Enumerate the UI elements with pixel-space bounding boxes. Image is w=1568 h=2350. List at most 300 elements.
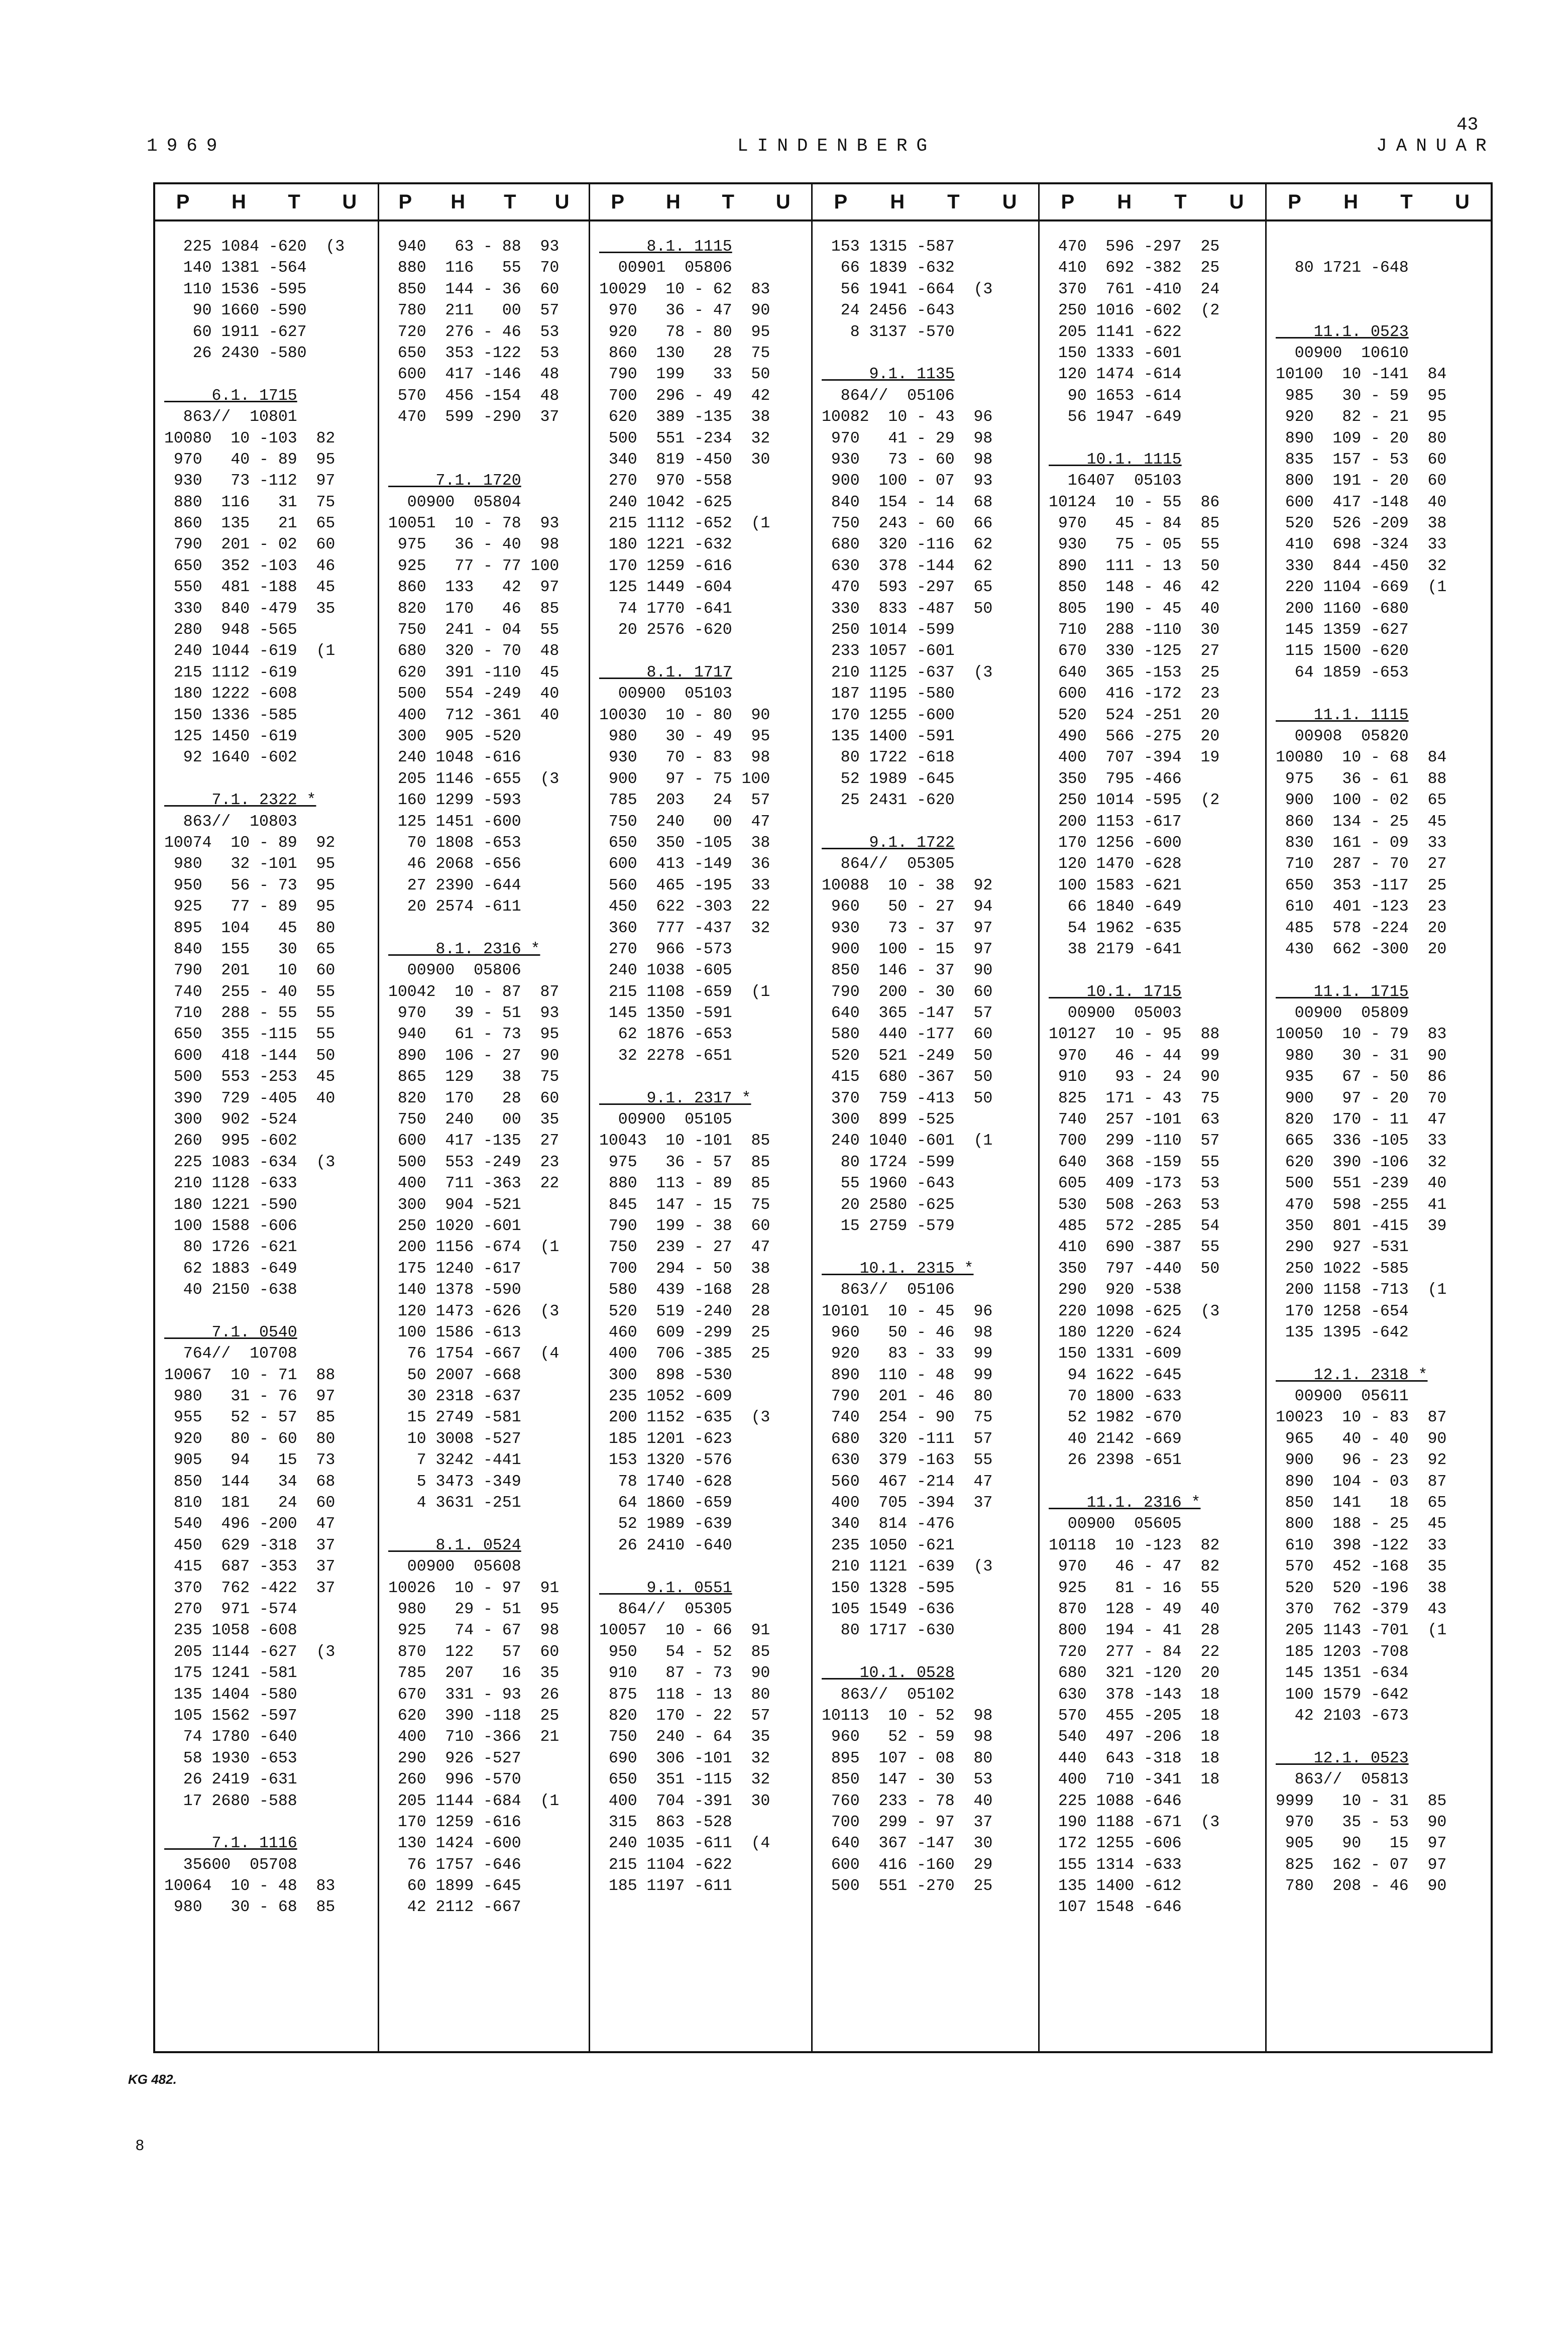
table-row: 110 1536 -595 [164, 280, 307, 298]
table-row: 70 1800 -633 [1049, 1388, 1182, 1406]
table-row: 500 553 -253 45 [164, 1068, 335, 1086]
table-row: 850 147 - 30 53 [822, 1771, 993, 1789]
table-row: 170 1256 -600 [1049, 834, 1182, 852]
column-entries [155, 221, 378, 1919]
table-row: 340 814 -476 [822, 1515, 955, 1533]
table-row: 930 73 -112 97 [164, 472, 335, 490]
table-row: 650 351 -115 32 [599, 1771, 770, 1789]
table-row: 980 32 -101 95 [164, 855, 335, 873]
table-row: 820 170 - 11 47 [1276, 1111, 1447, 1129]
table-row: 74 1780 -640 [164, 1728, 297, 1746]
table-row: 863// 05106 [822, 1281, 955, 1299]
table-column [379, 184, 590, 2051]
table-row: 400 710 -366 21 [388, 1728, 559, 1746]
header-h: H [1343, 190, 1358, 213]
table-row: 50 2007 -668 [388, 1366, 521, 1384]
table-row: 52 1989 -639 [599, 1515, 732, 1533]
table-row: 925 81 - 16 55 [1049, 1579, 1220, 1597]
table-row: 150 1336 -585 [164, 706, 297, 724]
table-row: 56 1947 -649 [1049, 408, 1182, 426]
table-row: 910 93 - 24 90 [1049, 1068, 1220, 1086]
table-row: 750 240 00 47 [599, 813, 770, 831]
table-row: 700 299 - 97 37 [822, 1813, 993, 1831]
table-row: 780 211 00 57 [388, 302, 559, 320]
table-row: 430 662 -300 20 [1276, 940, 1447, 958]
table-row [599, 1067, 811, 1088]
table-row: 900 96 - 23 92 [1276, 1451, 1447, 1470]
table-row: 10088 10 - 38 92 [822, 876, 993, 894]
table-row: 185 1203 -708 [1276, 1643, 1409, 1661]
table-row: 610 398 -122 33 [1276, 1536, 1447, 1554]
table-row: 125 1449 -604 [599, 579, 732, 597]
table-row: 350 795 -466 [1049, 770, 1182, 788]
header-p: P [1288, 190, 1301, 213]
table-row: 135 1400 -612 [1049, 1877, 1182, 1895]
table-row: 790 201 - 02 60 [164, 536, 335, 554]
sounding-heading: 8.1. 0524 [388, 1536, 521, 1554]
table-row: 800 188 - 25 45 [1276, 1515, 1447, 1533]
table-row: 80 1721 -648 [1276, 259, 1409, 277]
table-row: 240 1048 -616 [388, 749, 521, 767]
table-row: 250 1014 -595 (2 [1049, 792, 1220, 810]
table-row: 7 3242 -441 [388, 1451, 521, 1470]
table-row: 200 1160 -680 [1276, 600, 1409, 618]
table-row: 530 508 -263 53 [1049, 1196, 1220, 1214]
table-column [590, 184, 813, 2051]
table-row: 600 417 -148 40 [1276, 493, 1447, 511]
table-row: 570 456 -154 48 [388, 387, 559, 405]
table-row: 76 1757 -646 [388, 1856, 521, 1874]
column-entries [813, 221, 1038, 1897]
table-row: 80 1726 -621 [164, 1239, 297, 1257]
table-row: 680 321 -120 20 [1049, 1664, 1220, 1683]
table-row: 500 551 -239 40 [1276, 1175, 1447, 1193]
table-row: 10100 10 -141 84 [1276, 366, 1447, 384]
table-row: 220 1098 -625 (3 [1049, 1302, 1220, 1320]
table-row: 900 100 - 15 97 [822, 940, 993, 958]
table-row: 00900 05804 [388, 493, 521, 511]
table-row: 400 711 -363 22 [388, 1175, 559, 1193]
table-row: 790 199 33 50 [599, 366, 770, 384]
table-row: 260 996 -570 [388, 1771, 521, 1789]
table-row: 58 1930 -653 [164, 1749, 297, 1767]
table-row [1276, 1727, 1491, 1748]
table-row: 205 1144 -684 (1 [388, 1792, 559, 1810]
table-row: 38 2179 -641 [1049, 940, 1182, 958]
table-row: 845 147 - 15 75 [599, 1196, 770, 1214]
table-row [164, 1812, 378, 1833]
table-row: 864// 05305 [599, 1601, 732, 1618]
table-row: 10074 10 - 89 92 [164, 834, 335, 852]
table-row: 74 1770 -641 [599, 600, 732, 618]
table-row: 205 1143 -701 (1 [1276, 1622, 1447, 1640]
table-row: 120 1473 -626 (3 [388, 1302, 559, 1320]
table-row: 400 712 -361 40 [388, 706, 559, 724]
table-row: 520 526 -209 38 [1276, 515, 1447, 533]
sounding-heading: 11.1. 1115 [1276, 706, 1409, 724]
table-row: 680 320 - 70 48 [388, 642, 559, 660]
table-row: 5 3473 -349 [388, 1473, 521, 1491]
table-row: 10101 10 - 45 96 [822, 1302, 993, 1320]
table-row: 720 276 - 46 53 [388, 323, 559, 341]
table-row: 00900 05605 [1049, 1515, 1182, 1533]
table-row: 410 692 -382 25 [1049, 259, 1220, 277]
table-row: 170 1255 -600 [822, 706, 955, 724]
table-row: 10026 10 - 97 91 [388, 1579, 559, 1597]
table-row: 270 971 -574 [164, 1601, 297, 1618]
table-row: 00900 10610 [1276, 344, 1409, 362]
table-row [1049, 1472, 1265, 1493]
table-row: 450 622 -303 22 [599, 898, 770, 916]
table-row: 895 104 45 80 [164, 919, 335, 937]
table-row: 105 1562 -597 [164, 1707, 297, 1725]
table-row: 170 1258 -654 [1276, 1302, 1409, 1320]
table-row: 620 390 -106 32 [1276, 1153, 1447, 1171]
table-row: 145 1350 -591 [599, 1004, 732, 1023]
table-row: 970 46 - 44 99 [1049, 1047, 1220, 1065]
table-row: 100 1586 -613 [388, 1323, 521, 1341]
table-row: 27 2390 -644 [388, 876, 521, 894]
table-row: 500 554 -249 40 [388, 685, 559, 703]
table-row: 175 1240 -617 [388, 1260, 521, 1278]
table-row: 55 1960 -643 [822, 1175, 955, 1193]
table-row: 187 1195 -580 [822, 685, 955, 703]
table-row: 825 162 - 07 97 [1276, 1856, 1447, 1874]
table-row: 240 1044 -619 (1 [164, 642, 335, 660]
header-station: LINDENBERG [737, 136, 937, 156]
table-row: 225 1083 -634 (3 [164, 1153, 335, 1171]
table-row: 90 1660 -590 [164, 302, 307, 320]
table-column [1267, 184, 1491, 2051]
table-row: 400 710 -341 18 [1049, 1771, 1220, 1789]
table-row: 300 904 -521 [388, 1196, 521, 1214]
table-row: 960 50 - 46 98 [822, 1323, 993, 1341]
table-row: 233 1057 -601 [822, 642, 955, 660]
table-row: 630 378 -143 18 [1049, 1686, 1220, 1704]
table-row: 750 240 - 64 35 [599, 1728, 770, 1746]
table-row: 26 2410 -640 [599, 1536, 732, 1554]
table-row: 135 1404 -580 [164, 1686, 297, 1704]
column-header [155, 184, 378, 221]
table-row: 840 154 - 14 68 [822, 493, 993, 511]
table-row: 330 833 -487 50 [822, 600, 993, 618]
table-row: 790 199 - 38 60 [599, 1217, 770, 1235]
table-row: 390 729 -405 40 [164, 1089, 335, 1107]
table-row: 560 465 -195 33 [599, 876, 770, 894]
table-row: 540 497 -206 18 [1049, 1728, 1220, 1746]
header-u: U [1229, 190, 1244, 213]
table-row: 485 578 -224 20 [1276, 919, 1447, 937]
table-row: 153 1320 -576 [599, 1451, 732, 1470]
table-row: 185 1201 -623 [599, 1430, 732, 1448]
table-row: 470 596 -297 25 [1049, 238, 1220, 256]
table-row: 145 1359 -627 [1276, 621, 1409, 639]
table-row: 80 1722 -618 [822, 749, 955, 767]
table-row: 790 201 10 60 [164, 962, 335, 980]
table-row: 15 2759 -579 [822, 1217, 955, 1235]
header-t: T [288, 190, 300, 213]
sounding-heading: 9.1. 0551 [599, 1579, 732, 1597]
table-row: 330 844 -450 32 [1276, 557, 1447, 575]
table-row: 10080 10 -103 82 [164, 429, 335, 447]
table-row [164, 769, 378, 790]
table-row: 62 1876 -653 [599, 1026, 732, 1044]
table-row: 895 107 - 08 80 [822, 1749, 993, 1767]
table-row: 220 1104 -669 (1 [1276, 579, 1447, 597]
table-row: 600 416 -160 29 [822, 1856, 993, 1874]
table-row [1276, 960, 1491, 981]
table-row: 670 330 -125 27 [1049, 642, 1220, 660]
table-row: 965 40 - 40 90 [1276, 1430, 1447, 1448]
table-row: 800 191 - 20 60 [1276, 472, 1447, 490]
table-row: 135 1395 -642 [1276, 1323, 1409, 1341]
table-row: 750 243 - 60 66 [822, 515, 993, 533]
table-row: 740 254 - 90 75 [822, 1409, 993, 1427]
table-row: 980 30 - 68 85 [164, 1898, 335, 1917]
table-row: 863// 10803 [164, 813, 297, 831]
header-p: P [1061, 190, 1075, 213]
table-row: 910 87 - 73 90 [599, 1664, 770, 1683]
table-row: 150 1331 -609 [1049, 1345, 1182, 1363]
table-row: 215 1104 -622 [599, 1856, 732, 1874]
table-row: 935 67 - 50 86 [1276, 1068, 1447, 1086]
table-row: 64 1859 -653 [1276, 663, 1409, 682]
table-row: 10051 10 - 78 93 [388, 515, 559, 533]
table-row: 235 1058 -608 [164, 1622, 297, 1640]
column-header [379, 184, 589, 221]
column-header [590, 184, 811, 221]
table-row: 10082 10 - 43 96 [822, 408, 993, 426]
table-row: 00900 05103 [599, 685, 732, 703]
table-row: 120 1470 -628 [1049, 855, 1182, 873]
table-row: 62 1883 -649 [164, 1260, 297, 1278]
table-row: 600 417 -135 27 [388, 1132, 559, 1150]
table-row: 10057 10 - 66 91 [599, 1622, 770, 1640]
table-row: 290 927 -531 [1276, 1239, 1409, 1257]
table-row: 10064 10 - 48 83 [164, 1877, 335, 1895]
header-h: H [451, 190, 466, 213]
column-entries [379, 221, 589, 1919]
table-column [813, 184, 1040, 2051]
table-row: 640 365 -147 57 [822, 1004, 993, 1023]
table-row: 700 299 -110 57 [1049, 1132, 1220, 1150]
table-row: 820 170 28 60 [388, 1089, 559, 1107]
table-row: 120 1474 -614 [1049, 366, 1182, 384]
table-row: 215 1112 -652 (1 [599, 515, 770, 533]
table-row: 860 133 42 97 [388, 579, 559, 597]
table-row: 205 1141 -622 [1049, 323, 1182, 341]
table-row: 850 148 - 46 42 [1049, 579, 1220, 597]
table-row: 650 350 -105 38 [599, 834, 770, 852]
column-entries [1040, 221, 1265, 1919]
table-row [1276, 300, 1491, 321]
table-row: 980 30 - 49 95 [599, 727, 770, 745]
table-row: 460 609 -299 25 [599, 1323, 770, 1341]
table-row: 10118 10 -123 82 [1049, 1536, 1220, 1554]
table-row: 640 367 -147 30 [822, 1835, 993, 1853]
header-p: P [834, 190, 848, 213]
table-row: 970 46 - 47 82 [1049, 1558, 1220, 1576]
table-row [822, 812, 1038, 833]
table-row: 64 1860 -659 [599, 1494, 732, 1512]
table-row: 400 705 -394 37 [822, 1494, 993, 1512]
table-row: 00900 05809 [1276, 1004, 1409, 1023]
table-row: 950 56 - 73 95 [164, 876, 335, 894]
table-row: 825 171 - 43 75 [1049, 1089, 1220, 1107]
table-row: 600 413 -149 36 [599, 855, 770, 873]
table-row: 54 1962 -635 [1049, 919, 1182, 937]
sounding-heading: 10.1. 1715 [1049, 983, 1182, 1001]
table-row: 630 379 -163 55 [822, 1451, 993, 1470]
table-row: 450 629 -318 37 [164, 1536, 335, 1554]
table-row: 00900 05611 [1276, 1388, 1409, 1406]
sounding-heading: 7.1. 0540 [164, 1323, 297, 1341]
table-row: 40 2142 -669 [1049, 1430, 1182, 1448]
table-row: 185 1197 -611 [599, 1877, 732, 1895]
table-row: 107 1548 -646 [1049, 1898, 1182, 1917]
table-row: 250 1022 -585 [1276, 1260, 1409, 1278]
table-row: 890 110 - 48 99 [822, 1366, 993, 1384]
table-row [388, 428, 589, 450]
table-row: 863// 05813 [1276, 1771, 1409, 1789]
table-row: 200 1152 -635 (3 [599, 1409, 770, 1427]
table-row: 350 797 -440 50 [1049, 1260, 1220, 1278]
table-row: 850 144 34 68 [164, 1473, 335, 1491]
table-row: 805 190 - 45 40 [1049, 600, 1220, 618]
table-row: 955 52 - 57 85 [164, 1409, 335, 1427]
table-row: 880 116 55 70 [388, 259, 559, 277]
table-row: 520 521 -249 50 [822, 1047, 993, 1065]
table-row: 925 74 - 67 98 [388, 1622, 559, 1640]
table-row: 290 920 -538 [1049, 1281, 1182, 1299]
table-row: 125 1450 -619 [164, 727, 297, 745]
table-row: 10 3008 -527 [388, 1430, 521, 1448]
page-number: 43 [1457, 115, 1479, 135]
table-row: 680 320 -111 57 [822, 1430, 993, 1448]
table-row: 105 1549 -636 [822, 1601, 955, 1618]
header-t: T [504, 190, 516, 213]
table-row: 980 30 - 31 90 [1276, 1047, 1447, 1065]
table-row: 115 1500 -620 [1276, 642, 1409, 660]
table-row: 470 599 -290 37 [388, 408, 559, 426]
table-row: 810 181 24 60 [164, 1494, 335, 1512]
table-row: 975 36 - 61 88 [1276, 770, 1447, 788]
table-row: 470 593 -297 65 [822, 579, 993, 597]
table-row: 170 1259 -616 [599, 557, 732, 575]
table-row [822, 1237, 1038, 1258]
table-row: 925 77 - 89 95 [164, 898, 335, 916]
table-row: 520 519 -240 28 [599, 1302, 770, 1320]
table-row: 920 82 - 21 95 [1276, 408, 1447, 426]
table-row: 300 899 -525 [822, 1111, 955, 1129]
table-row: 950 54 - 52 85 [599, 1643, 770, 1661]
table-row: 785 207 16 35 [388, 1664, 559, 1683]
sounding-heading: 9.1. 2317 * [599, 1089, 751, 1107]
table-row: 820 170 - 22 57 [599, 1707, 770, 1725]
table-row: 490 566 -275 20 [1049, 727, 1220, 745]
table-row: 870 128 - 49 40 [1049, 1601, 1220, 1618]
table-row: 60 1911 -627 [164, 323, 307, 341]
table-row: 20 2576 -620 [599, 621, 732, 639]
table-row: 10043 10 -101 85 [599, 1132, 770, 1150]
table-row: 00900 05806 [388, 962, 521, 980]
table-row: 260 995 -602 [164, 1132, 297, 1150]
table-row: 980 31 - 76 97 [164, 1388, 335, 1406]
table-row: 240 1040 -601 (1 [822, 1132, 993, 1150]
header-t: T [947, 190, 960, 213]
table-row: 890 106 - 27 90 [388, 1047, 559, 1065]
header-h: H [231, 190, 246, 213]
table-row: 300 902 -524 [164, 1111, 297, 1129]
table-row: 960 50 - 27 94 [822, 898, 993, 916]
footer-mark: 8 [136, 2137, 144, 2154]
table-row: 905 90 15 97 [1276, 1835, 1447, 1853]
table-row: 100 1588 -606 [164, 1217, 297, 1235]
table-row: 40 2150 -638 [164, 1281, 297, 1299]
header-h: H [665, 190, 681, 213]
table-row: 970 36 - 47 90 [599, 302, 770, 320]
table-row: 500 551 -234 32 [599, 429, 770, 447]
table-column [1040, 184, 1267, 2051]
table-row: 920 78 - 80 95 [599, 323, 770, 341]
table-row: 400 704 -391 30 [599, 1792, 770, 1810]
table-row: 210 1125 -637 (3 [822, 663, 993, 682]
table-row: 150 1328 -595 [822, 1579, 955, 1597]
table-row: 863// 05102 [822, 1686, 955, 1704]
table-row: 250 1020 -601 [388, 1217, 521, 1235]
table-row [822, 1642, 1038, 1663]
table-row [1276, 1344, 1491, 1365]
table-row: 790 201 - 46 80 [822, 1388, 993, 1406]
table-row: 66 1839 -632 [822, 259, 955, 277]
header-month: JANUAR [1376, 136, 1496, 156]
table-row: 100 1583 -621 [1049, 876, 1182, 894]
header-year: 1969 [147, 136, 227, 156]
table-row: 640 365 -153 25 [1049, 663, 1220, 682]
table-row: 153 1315 -587 [822, 238, 955, 256]
table-row: 750 239 - 27 47 [599, 1239, 770, 1257]
table-row: 20 2580 -625 [822, 1196, 955, 1214]
table-row: 870 122 57 60 [388, 1643, 559, 1661]
sounding-heading: 11.1. 1715 [1276, 983, 1409, 1001]
table-row: 900 97 - 75 100 [599, 770, 770, 788]
table-row: 145 1351 -634 [1276, 1664, 1409, 1683]
table-row: 410 698 -324 33 [1276, 536, 1447, 554]
table-row: 930 73 - 37 97 [822, 919, 993, 937]
sounding-heading: 7.1. 2322 * [164, 792, 316, 810]
sounding-heading: 11.1. 2316 * [1049, 1494, 1201, 1512]
table-row: 150 1333 -601 [1049, 344, 1182, 362]
table-row: 370 762 -379 43 [1276, 1601, 1447, 1618]
table-row: 820 170 46 85 [388, 600, 559, 618]
table-row: 00900 05003 [1049, 1004, 1182, 1023]
table-row: 17 2680 -588 [164, 1792, 297, 1810]
table-row: 360 777 -437 32 [599, 919, 770, 937]
table-row: 225 1088 -646 [1049, 1792, 1182, 1810]
table-row: 975 36 - 57 85 [599, 1153, 770, 1171]
table-row: 125 1451 -600 [388, 813, 521, 831]
table-row: 56 1941 -664 (3 [822, 280, 993, 298]
table-row: 880 116 31 75 [164, 493, 335, 511]
table-row: 140 1381 -564 [164, 259, 307, 277]
table-row: 740 257 -101 63 [1049, 1111, 1220, 1129]
table-row: 200 1156 -674 (1 [388, 1239, 559, 1257]
table-row: 15 2749 -581 [388, 1409, 521, 1427]
table-row: 8 3137 -570 [822, 323, 955, 341]
table-row: 180 1222 -608 [164, 685, 297, 703]
table-row: 985 30 - 59 95 [1276, 387, 1447, 405]
table-row: 80 1724 -599 [822, 1153, 955, 1171]
